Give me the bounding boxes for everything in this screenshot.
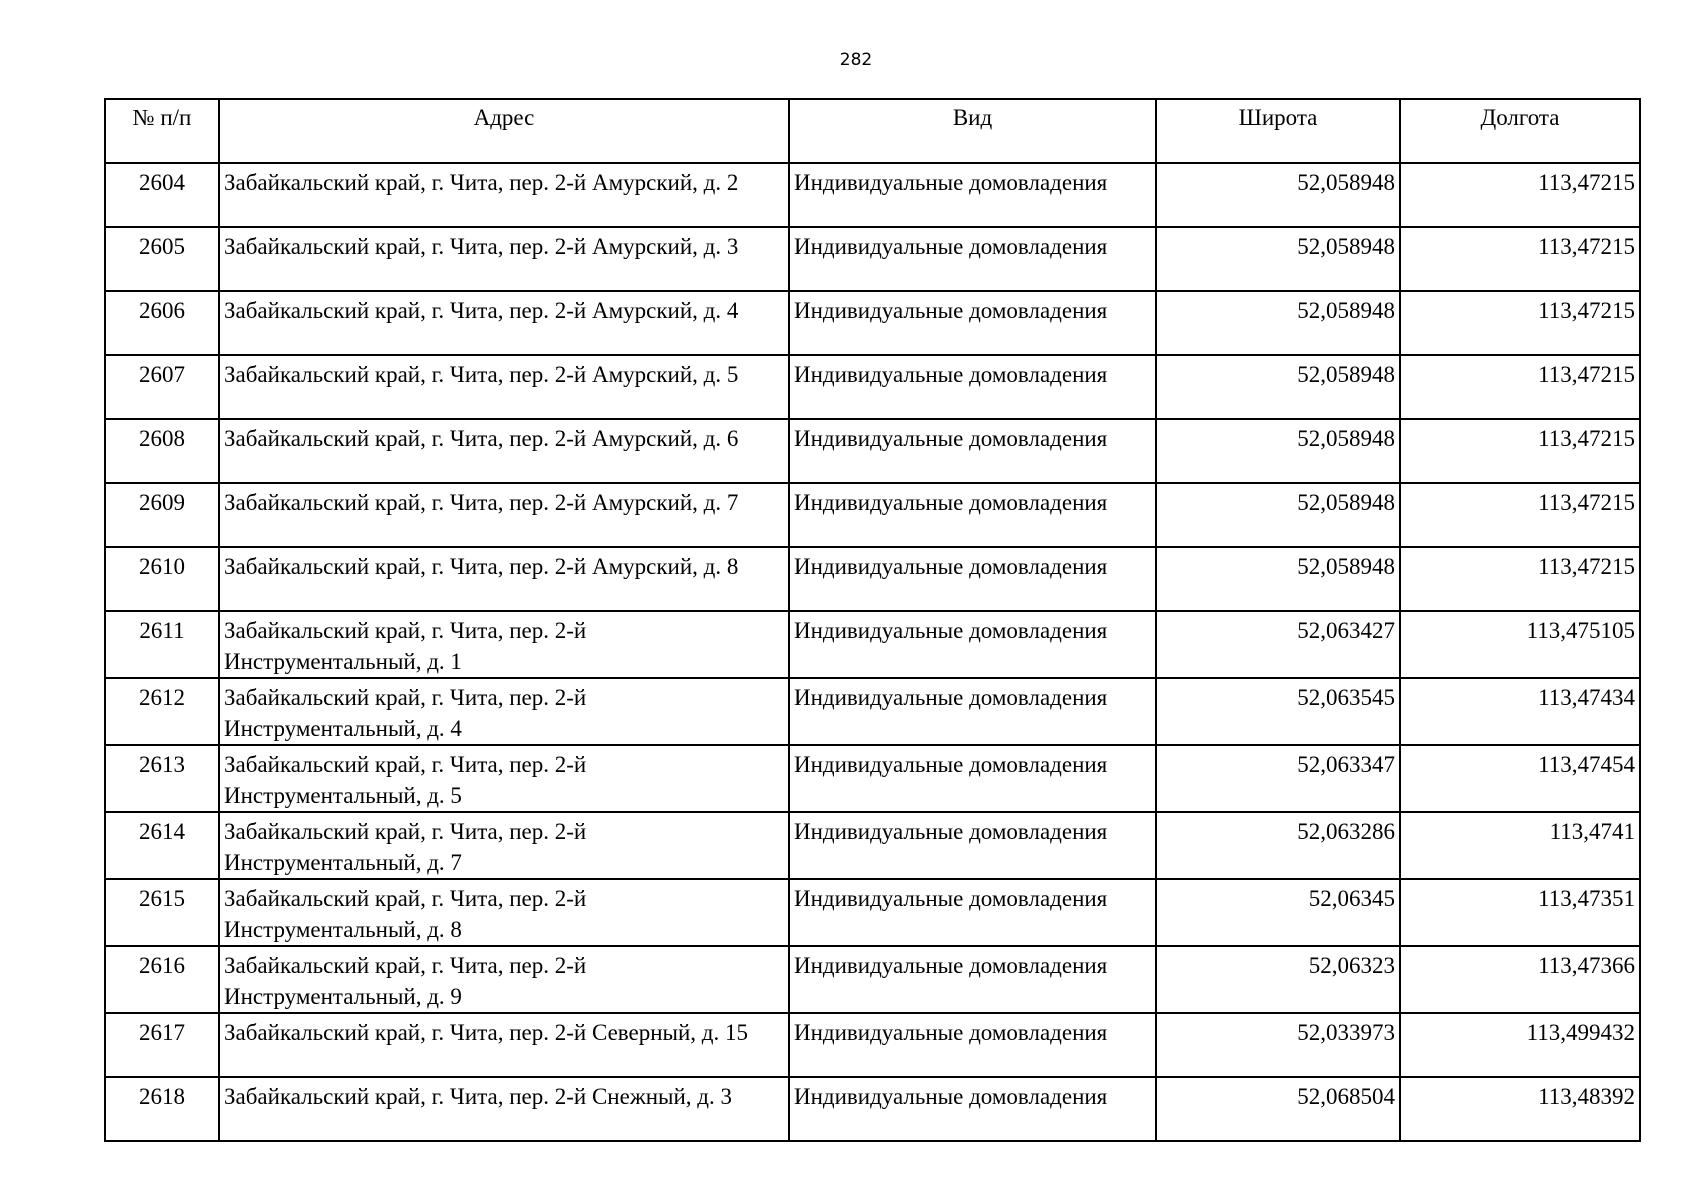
cell-latitude: 52,058948 xyxy=(1156,547,1400,611)
cell-longitude: 113,47454 xyxy=(1400,745,1640,812)
cell-latitude: 52,058948 xyxy=(1156,419,1400,483)
table-row xyxy=(105,163,1640,227)
table-row xyxy=(105,879,1640,946)
cell-address: Забайкальский край, г. Чита, пер. 2-й Амурский, д. 8 xyxy=(219,547,789,611)
table-row xyxy=(105,547,1640,611)
cell-number: 2610 xyxy=(105,547,219,611)
cell-address: Забайкальский край, г. Чита, пер. 2-й Инструментальный, д. 8 xyxy=(219,879,789,946)
cell-address: Забайкальский край, г. Чита, пер. 2-й Инструментальный, д. 7 xyxy=(219,812,789,879)
cell-longitude: 113,475105 xyxy=(1400,611,1640,678)
cell-address: Забайкальский край, г. Чита, пер. 2-й Северный, д. 15 xyxy=(219,1013,789,1077)
table-row xyxy=(105,611,1640,678)
cell-address: Забайкальский край, г. Чита, пер. 2-й Инструментальный, д. 1 xyxy=(219,611,789,678)
cell-latitude: 52,058948 xyxy=(1156,483,1400,547)
cell-address: Забайкальский край, г. Чита, пер. 2-й Амурский, д. 4 xyxy=(219,291,789,355)
cell-longitude: 113,4741 xyxy=(1400,812,1640,879)
cell-longitude: 113,47215 xyxy=(1400,227,1640,291)
cell-type: Индивидуальные домовладения xyxy=(789,812,1156,879)
cell-latitude: 52,058948 xyxy=(1156,355,1400,419)
cell-number: 2618 xyxy=(105,1077,219,1141)
table-row xyxy=(105,678,1640,745)
cell-latitude: 52,06345 xyxy=(1156,879,1400,946)
cell-address: Забайкальский край, г. Чита, пер. 2-й Амурский, д. 6 xyxy=(219,419,789,483)
header-address: Адрес xyxy=(219,99,789,163)
cell-longitude: 113,47215 xyxy=(1400,163,1640,227)
cell-longitude: 113,47434 xyxy=(1400,678,1640,745)
cell-type: Индивидуальные домовладения xyxy=(789,547,1156,611)
cell-number: 2611 xyxy=(105,611,219,678)
cell-address: Забайкальский край, г. Чита, пер. 2-й Амурский, д. 3 xyxy=(219,227,789,291)
cell-number: 2607 xyxy=(105,355,219,419)
cell-type: Индивидуальные домовладения xyxy=(789,291,1156,355)
cell-number: 2608 xyxy=(105,419,219,483)
table-row xyxy=(105,745,1640,812)
table-row xyxy=(105,227,1640,291)
cell-address: Забайкальский край, г. Чита, пер. 2-й Инструментальный, д. 5 xyxy=(219,745,789,812)
address-registry-table xyxy=(104,98,1641,1142)
table-header-row xyxy=(105,99,1640,163)
table-row xyxy=(105,946,1640,1013)
cell-number: 2614 xyxy=(105,812,219,879)
table-row xyxy=(105,419,1640,483)
cell-longitude: 113,47215 xyxy=(1400,483,1640,547)
header-longitude: Долгота xyxy=(1400,99,1640,163)
cell-type: Индивидуальные домовладения xyxy=(789,879,1156,946)
cell-longitude: 113,499432 xyxy=(1400,1013,1640,1077)
cell-address: Забайкальский край, г. Чита, пер. 2-й Амурский, д. 7 xyxy=(219,483,789,547)
cell-number: 2613 xyxy=(105,745,219,812)
cell-longitude: 113,47351 xyxy=(1400,879,1640,946)
cell-latitude: 52,063427 xyxy=(1156,611,1400,678)
cell-longitude: 113,47215 xyxy=(1400,419,1640,483)
table-row xyxy=(105,355,1640,419)
table-row xyxy=(105,812,1640,879)
cell-latitude: 52,068504 xyxy=(1156,1077,1400,1141)
cell-type: Индивидуальные домовладения xyxy=(789,1013,1156,1077)
cell-latitude: 52,058948 xyxy=(1156,291,1400,355)
cell-type: Индивидуальные домовладения xyxy=(789,745,1156,812)
cell-type: Индивидуальные домовладения xyxy=(789,163,1156,227)
cell-longitude: 113,47215 xyxy=(1400,547,1640,611)
cell-type: Индивидуальные домовладения xyxy=(789,419,1156,483)
cell-type: Индивидуальные домовладения xyxy=(789,678,1156,745)
cell-latitude: 52,058948 xyxy=(1156,163,1400,227)
table-row xyxy=(105,1077,1640,1141)
cell-number: 2605 xyxy=(105,227,219,291)
table-body xyxy=(105,163,1640,1141)
cell-type: Индивидуальные домовладения xyxy=(789,227,1156,291)
cell-number: 2609 xyxy=(105,483,219,547)
header-type: Вид xyxy=(789,99,1156,163)
cell-latitude: 52,06323 xyxy=(1156,946,1400,1013)
table-row xyxy=(105,483,1640,547)
cell-number: 2612 xyxy=(105,678,219,745)
cell-type: Индивидуальные домовладения xyxy=(789,483,1156,547)
cell-address: Забайкальский край, г. Чита, пер. 2-й Амурский, д. 5 xyxy=(219,355,789,419)
cell-longitude: 113,47366 xyxy=(1400,946,1640,1013)
cell-latitude: 52,063545 xyxy=(1156,678,1400,745)
cell-address: Забайкальский край, г. Чита, пер. 2-й Инструментальный, д. 4 xyxy=(219,678,789,745)
cell-type: Индивидуальные домовладения xyxy=(789,611,1156,678)
cell-type: Индивидуальные домовладения xyxy=(789,355,1156,419)
cell-latitude: 52,063347 xyxy=(1156,745,1400,812)
cell-number: 2616 xyxy=(105,946,219,1013)
cell-number: 2615 xyxy=(105,879,219,946)
cell-longitude: 113,47215 xyxy=(1400,355,1640,419)
cell-address: Забайкальский край, г. Чита, пер. 2-й Инструментальный, д. 9 xyxy=(219,946,789,1013)
cell-latitude: 52,063286 xyxy=(1156,812,1400,879)
page-number: 282 xyxy=(839,50,873,70)
cell-longitude: 113,48392 xyxy=(1400,1077,1640,1141)
cell-address: Забайкальский край, г. Чита, пер. 2-й Снежный, д. 3 xyxy=(219,1077,789,1141)
header-number: № п/п xyxy=(105,99,219,163)
table-row xyxy=(105,1013,1640,1077)
cell-number: 2604 xyxy=(105,163,219,227)
cell-type: Индивидуальные домовладения xyxy=(789,1077,1156,1141)
cell-number: 2617 xyxy=(105,1013,219,1077)
cell-type: Индивидуальные домовладения xyxy=(789,946,1156,1013)
cell-latitude: 52,033973 xyxy=(1156,1013,1400,1077)
cell-number: 2606 xyxy=(105,291,219,355)
header-latitude: Широта xyxy=(1156,99,1400,163)
cell-latitude: 52,058948 xyxy=(1156,227,1400,291)
table-row xyxy=(105,291,1640,355)
cell-longitude: 113,47215 xyxy=(1400,291,1640,355)
cell-address: Забайкальский край, г. Чита, пер. 2-й Амурский, д. 2 xyxy=(219,163,789,227)
